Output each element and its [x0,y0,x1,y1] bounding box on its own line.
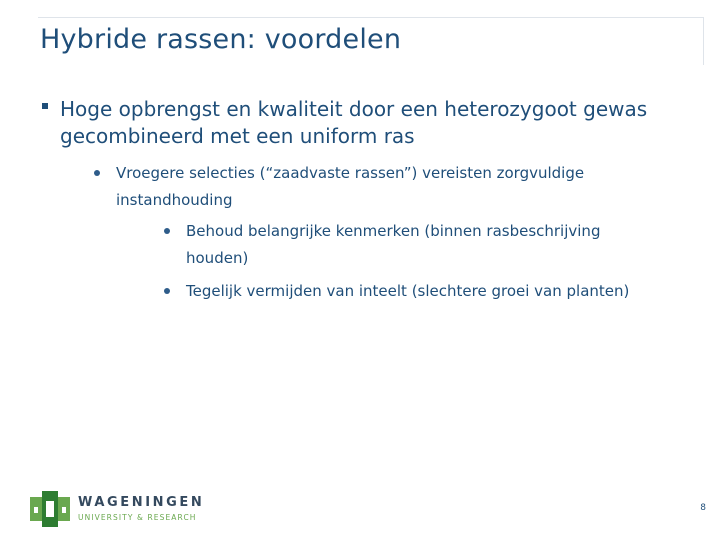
round-bullet-icon [92,160,116,214]
title-right-rule [703,17,704,65]
round-bullet-icon [162,278,186,305]
round-bullet-icon [162,218,186,272]
wageningen-logo-mark-icon [30,491,70,527]
title-top-rule [38,17,704,18]
bullet-level1 [40,96,680,150]
bullet-level3-item [162,218,662,272]
bullet-level3-text: Behoud belangrijke kenmerken (binnen rasbeschrijving houden) [186,222,601,267]
logo-subtitle: UNIVERSITY & RESEARCH [78,513,197,522]
bullet-level1-text: Hoge opbrengst en kwaliteit door een heterozygoot gewas gecombineerd met een uniform ras [60,97,648,148]
slide-title: Hybride rassen: voordelen [40,24,402,55]
page-number: 8 [700,503,706,513]
bullet-level2 [92,160,652,214]
wageningen-logo [30,491,204,527]
square-bullet-icon [40,96,60,150]
bullet-level3-item [162,278,662,305]
bullet-level2-text: Vroegere selecties (“zaadvaste rassen”) vereisten zorgvuldige instandhouding [116,164,585,209]
bullet-level3-text: Tegelijk vermijden van inteelt (slechtere groei van planten) [186,282,630,300]
logo-text [78,495,204,523]
logo-name: WAGENINGEN [78,495,205,510]
